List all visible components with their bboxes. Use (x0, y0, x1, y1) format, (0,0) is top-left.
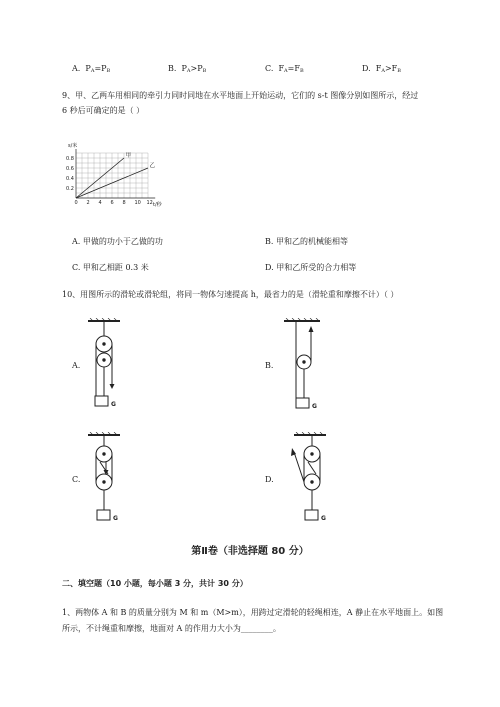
x-tick-label: 10 (134, 200, 141, 206)
x-tick-label: 2 (86, 200, 90, 206)
x-tick-label: 0 (74, 200, 78, 206)
fill-q1-line1: 1、两物体 A 和 B 的质量分别为 M 和 m（M>m），用跨过定滑轮的轻绳相连，A 静止在水平地面上。如图 (62, 608, 444, 617)
q10-stem: 10、用图所示的滑轮或滑轮组，将同一物体匀速提高 h，最省力的是（滑轮重和摩擦不计）（ ） (62, 290, 399, 299)
x-tick-label: 6 (110, 200, 114, 206)
q10-label-b: B. (265, 361, 274, 370)
q8-option-b: B. $P_A>P_B$ (168, 64, 207, 74)
q10-label-d: D. (265, 475, 274, 484)
y-tick-label: 0.2 (66, 186, 74, 192)
q10-label-c: C. (72, 475, 81, 484)
q9-option-a: A. 甲做的功小于乙做的功 (72, 237, 163, 246)
q9-option-b: B. 甲和乙的机械能相等 (265, 237, 348, 246)
section-title: 第Ⅱ卷（非选择题 80 分） (191, 546, 309, 557)
y-tick-label: 0.6 (66, 166, 74, 172)
weight-label-b: G (312, 403, 317, 410)
graph-grid (76, 153, 148, 198)
section-heading: 二、填空题（10 小题，每小题 3 分，共计 30 分） (62, 579, 248, 588)
q9-option-c: C. 甲和乙相距 0.3 米 (72, 263, 149, 272)
q8-option-a: A. $P_A=P_B$ (72, 64, 111, 74)
y-tick-label: 0.8 (66, 156, 74, 162)
graph-xlabel: t/秒 (153, 202, 162, 208)
q9-stem-line2: 6 秒后可确定的是（ ） (62, 106, 145, 115)
pulley-diagram-b (280, 318, 330, 413)
y-tick-label: 0.4 (66, 176, 74, 182)
pulley-diagram-d (280, 432, 330, 527)
weight-label-c: G (113, 515, 118, 522)
x-tick-label: 12 (146, 200, 153, 206)
graph-ylabel: s/米 (68, 143, 78, 149)
graph-tick-labels (66, 156, 153, 206)
q8-option-d: D. $F_A>F_B$ (362, 64, 401, 74)
q8-option-c: C. $F_A=F_B$ (265, 64, 304, 74)
st-graph (64, 140, 174, 212)
weight-label-a: G (111, 401, 116, 408)
weight-label-d: G (321, 515, 326, 522)
q9-option-d: D. 甲和乙所受的合力相等 (265, 263, 357, 272)
q10-label-a: A. (72, 361, 81, 370)
pulley-diagram-c (84, 432, 134, 527)
fill-q1-line2: 所示，不计绳重和摩擦，地面对 A 的作用力大小为________。 (62, 624, 281, 633)
x-tick-label: 8 (122, 200, 126, 206)
series-label-2: 乙 (149, 163, 156, 169)
pulley-diagram-a (84, 318, 134, 413)
q9-stem-line1: 9、甲、乙两车用相同的牵引力同时同地在水平地面上开始运动，它们的 s-t 图像分别如图所示，经过 (62, 91, 419, 100)
x-tick-label: 4 (98, 200, 102, 206)
series-label-1: 甲 (125, 153, 132, 159)
